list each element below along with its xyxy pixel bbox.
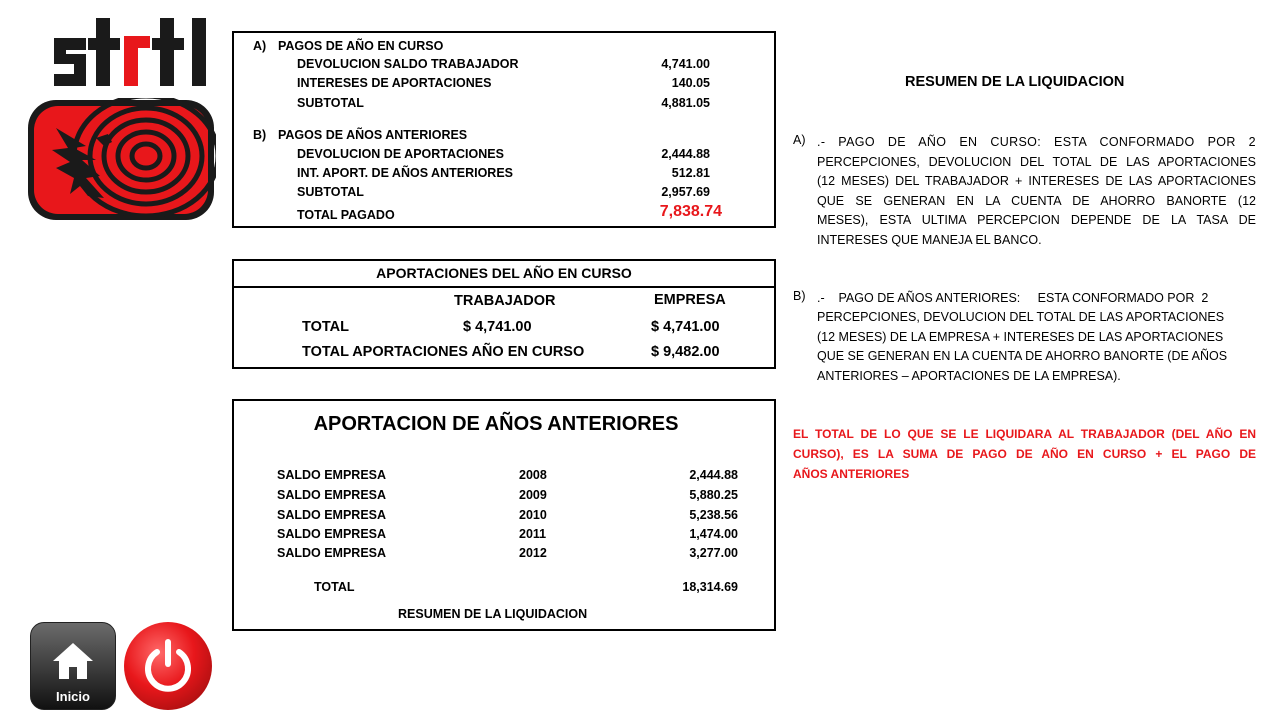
row-value: 2,957.69: [661, 185, 710, 199]
summary-b-line: ANTERIORES – APORTACIONES DE LA EMPRESA).: [817, 368, 1121, 383]
table-row-value: 2,444.88: [689, 468, 738, 482]
anteriores-title: APORTACION DE AÑOS ANTERIORES: [313, 413, 679, 435]
summary-heading: RESUMEN DE LA LIQUIDACION: [905, 74, 1125, 90]
table-row-year: 2010: [519, 508, 547, 522]
aportaciones-title: APORTACIONES DEL AÑO EN CURSO: [234, 261, 774, 288]
table-row-year: 2009: [519, 488, 547, 502]
table-row-value: 5,238.56: [689, 508, 738, 522]
summary-a-line: .- PAGO DE AÑO EN CURSO: ESTA CONFORMADO POR 2: [817, 135, 1256, 149]
row-value: 2,444.88: [661, 147, 710, 161]
row-label: SUBTOTAL: [297, 96, 364, 110]
table-row-year: 2011: [519, 527, 547, 541]
summary-a-line: INTERESES QUE MANEJA EL BANCO.: [817, 232, 1042, 247]
table-row-label: SALDO EMPRESA: [277, 546, 387, 560]
summary-b-line: (12 MESES) DE LA EMPRESA + INTERESES DE LAS APORTACIONES: [817, 329, 1224, 344]
row-value: 512.81: [671, 166, 710, 180]
summary-a-line: (12 MESES) DEL TRABAJADOR + INTERESES DE LAS APORTACIONES: [817, 174, 1256, 189]
home-button[interactable]: [30, 622, 116, 710]
row-label: INT. APORT. DE AÑOS ANTERIORES: [297, 166, 513, 180]
table-row-value: 3,277.00: [689, 546, 738, 560]
summary-a-text: [817, 133, 1256, 251]
logo: [26, 14, 216, 224]
home-label: Inicio: [56, 689, 90, 704]
red-note-line: EL TOTAL DE LO QUE SE LE LIQUIDARA AL TRABAJADOR (DEL AÑO EN: [793, 427, 1256, 441]
section-a-label: A): [253, 39, 267, 53]
total-trabajador: $ 4,741.00: [463, 319, 532, 335]
summary-a-line: MESES), ESTA ULTIMA PERCEPCION DEPENDE DE LA TASA DE: [817, 213, 1256, 228]
total-label: TOTAL: [302, 319, 349, 335]
summary-a-line: QUE SE GENERAN EN LA CUENTA DE AHORRO BANORTE (12: [817, 193, 1256, 208]
table-row-label: SALDO EMPRESA: [277, 527, 387, 541]
row-label: DEVOLUCION DE APORTACIONES: [297, 147, 504, 161]
summary-red-note: [793, 424, 1256, 484]
anteriores-total-label: TOTAL: [314, 580, 355, 594]
summary-b-line: PERCEPCIONES, DEVOLUCION DEL TOTAL DE LAS APORTACIONES: [817, 310, 1225, 325]
red-note-line: AÑOS ANTERIORES: [793, 467, 910, 481]
summary-a-label: A): [793, 133, 806, 147]
logo-wordmark: [52, 14, 216, 90]
anteriores-total-value: 18,314.69: [682, 580, 738, 594]
table-row-value: 5,880.25: [689, 488, 738, 502]
target-rings-icon: [26, 98, 216, 222]
summary-b-text: [817, 289, 1257, 386]
pagos-box: [232, 31, 776, 228]
anteriores-box: [232, 399, 776, 631]
grand-total-value: $ 9,482.00: [651, 344, 720, 360]
section-b-title: PAGOS DE AÑOS ANTERIORES: [278, 128, 468, 142]
section-a-title: PAGOS DE AÑO EN CURSO: [278, 39, 444, 53]
table-row-label: SALDO EMPRESA: [277, 468, 387, 482]
summary-a-line: PERCEPCIONES, DEVOLUCION DEL TOTAL DE LAS APORTACIONES: [817, 154, 1256, 169]
row-value: 4,741.00: [661, 57, 710, 71]
col-trabajador: TRABAJADOR: [454, 293, 556, 309]
summary-b-line: QUE SE GENERAN EN LA CUENTA DE AHORRO BANORTE (DE AÑOS: [817, 349, 1228, 364]
total-pagado-value: 7,838.74: [659, 203, 722, 220]
table-row-label: SALDO EMPRESA: [277, 488, 387, 502]
power-button[interactable]: [124, 622, 212, 710]
resumen-link[interactable]: RESUMEN DE LA LIQUIDACION: [398, 607, 588, 621]
total-empresa: $ 4,741.00: [651, 319, 720, 335]
row-value: 4,881.05: [661, 96, 710, 110]
table-row-year: 2012: [519, 546, 547, 560]
red-note-line: CURSO), ES LA SUMA DE PAGO DE AÑO EN CURSO + EL PAGO DE: [793, 447, 1256, 461]
total-pagado-label: TOTAL PAGADO: [297, 208, 395, 222]
table-row-label: SALDO EMPRESA: [277, 508, 387, 522]
home-icon: [51, 639, 95, 683]
summary-b-line: .- PAGO DE AÑOS ANTERIORES: ESTA CONFORMADO POR 2: [817, 291, 1209, 305]
power-icon: [140, 638, 196, 694]
summary-b-label: B): [793, 289, 806, 303]
row-value: 140.05: [671, 76, 710, 90]
row-label: SUBTOTAL: [297, 185, 364, 199]
row-label: DEVOLUCION SALDO TRABAJADOR: [297, 57, 519, 71]
table-row-value: 1,474.00: [689, 527, 738, 541]
table-row-year: 2008: [519, 468, 547, 482]
section-b-label: B): [253, 128, 267, 142]
aportaciones-box: [232, 259, 776, 369]
col-empresa: EMPRESA: [654, 292, 726, 308]
row-label: INTERESES DE APORTACIONES: [297, 76, 492, 90]
grand-total-label: TOTAL APORTACIONES AÑO EN CURSO: [302, 344, 585, 360]
